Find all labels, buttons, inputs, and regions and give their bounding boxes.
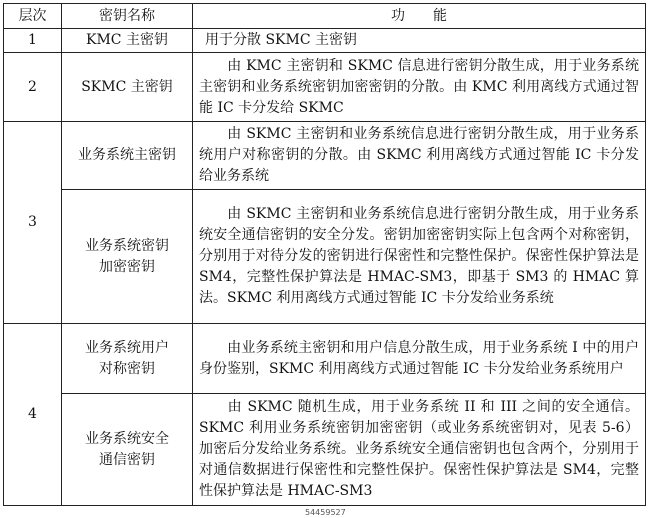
function-cell: 由 SKMC 随机生成，用于业务系统 II 和 III 之间的安全通信。SKMC 利用业务系统密钥加密密钥（或业务系统密钥对，见表 5-6）加密后分发给业务系统。业务系统安全通信密钥也包含两个，分别用于对通信数据进行保密性和完整性保护。保密性保护算法是 SM4，完整性保护算法是 HMAC-SM3 — [193, 394, 646, 506]
function-cell: 由 SKMC 主密钥和业务系统信息进行密钥分散生成，用于业务系统用户对称密钥的分散。由 SKMC 利用离线方式通过智能 IC 卡分发给业务系统 — [193, 122, 646, 190]
table-row — [4, 394, 646, 506]
key-name-cell: 业务系统密钥加密密钥 — [62, 190, 193, 324]
key-name-cell: 业务系统主密钥 — [62, 122, 193, 190]
table-row — [4, 122, 646, 190]
header-level: 层次 — [4, 4, 62, 29]
key-name-cell: KMC 主密钥 — [62, 29, 193, 53]
header-key-name: 密钥名称 — [62, 4, 193, 29]
key-name-cell: 业务系统安全通信密钥 — [62, 394, 193, 506]
function-cell: 由 SKMC 主密钥和业务系统信息进行密钥分散生成，用于业务系统安全通信密钥的安全分发。密钥加密密钥实际上包含两个对称密钥，分别用于对待分发的密钥进行保密性和完整性保护。保密性保护算法是 SM4，完整性保护算法是 HMAC-SM3，即基于 SM3 的 HMAC 算法。SKMC 利用离线方式通过智能 IC 卡分发给业务系统 — [193, 190, 646, 324]
footer-mark: 54459527 — [305, 508, 346, 517]
level-cell: 1 — [4, 29, 62, 53]
table-row — [4, 324, 646, 394]
function-cell: 由 KMC 主密钥和 SKMC 信息进行密钥分散生成，用于业务系统主密钥和业务系统密钥加密密钥的分散。由 KMC 利用离线方式通过智能 IC 卡分发给 SKMC — [193, 53, 646, 122]
level-cell: 3 — [4, 122, 62, 324]
function-cell: 由业务系统主密钥和用户信息分散生成，用于业务系统 I 中的用户身份鉴别，SKMC 利用离线方式通过智能 IC 卡分发给业务系统用户 — [193, 324, 646, 394]
key-name-cell: SKMC 主密钥 — [62, 53, 193, 122]
key-name-cell: 业务系统用户对称密钥 — [62, 324, 193, 394]
table-row — [4, 29, 646, 53]
table-row — [4, 190, 646, 324]
level-cell: 2 — [4, 53, 62, 122]
function-cell: 用于分散 SKMC 主密钥 — [193, 29, 646, 53]
header-function: 功 能 — [193, 4, 646, 29]
key-hierarchy-table — [3, 3, 646, 506]
level-cell: 4 — [4, 324, 62, 506]
table-row — [4, 53, 646, 122]
header-row — [4, 4, 646, 29]
